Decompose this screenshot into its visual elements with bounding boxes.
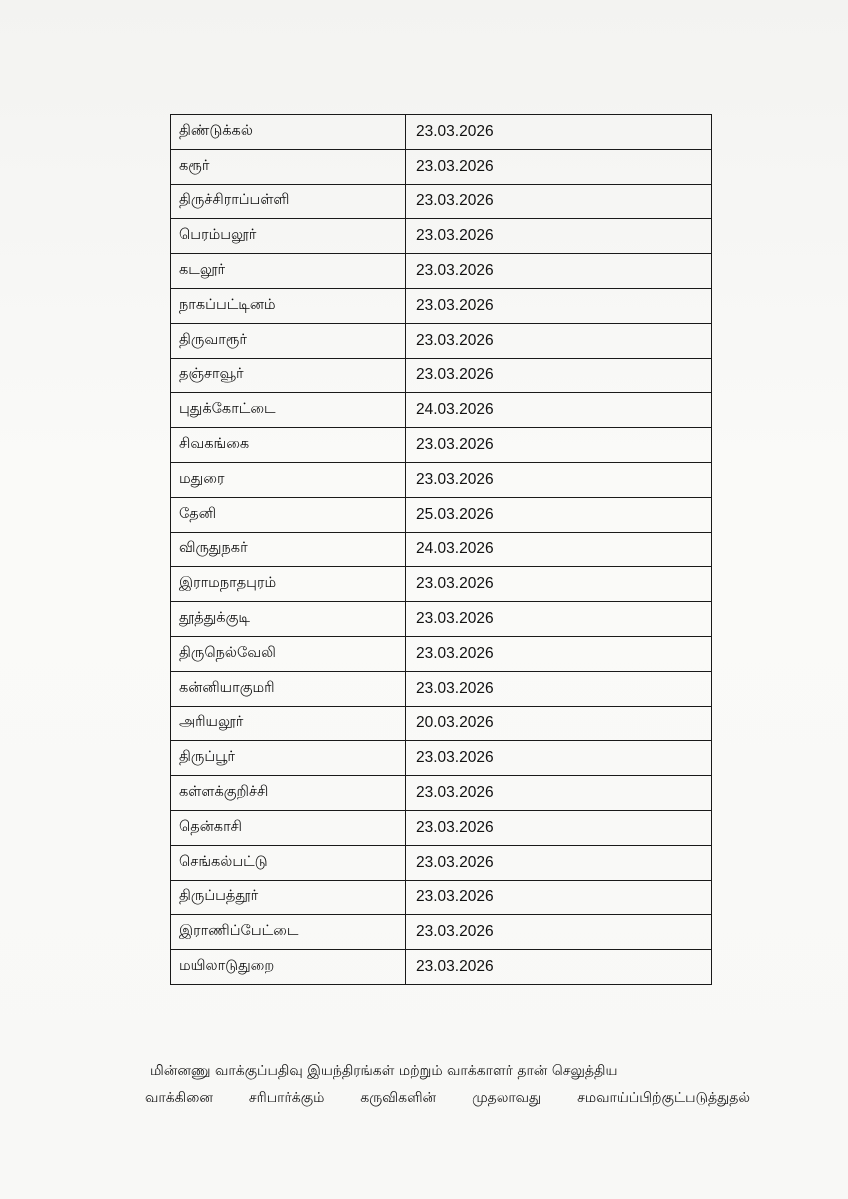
table-row	[171, 184, 712, 219]
district-cell: தூத்துக்குடி	[171, 602, 406, 637]
date-cell: 23.03.2026	[406, 428, 712, 463]
date-cell: 23.03.2026	[406, 288, 712, 323]
date-cell: 23.03.2026	[406, 567, 712, 602]
table-row	[171, 358, 712, 393]
table-row	[171, 602, 712, 637]
table-row	[171, 149, 712, 184]
table-row	[171, 428, 712, 463]
district-cell: திருநெல்வேலி	[171, 636, 406, 671]
table-row	[171, 880, 712, 915]
footer-line-1: மின்னணு வாக்குப்பதிவு இயந்திரங்கள் மற்றும் வாக்காளர் தான் செலுத்திய	[150, 1063, 618, 1079]
district-cell: பெரம்பலூர்	[171, 219, 406, 254]
table-row	[171, 462, 712, 497]
table-row	[171, 915, 712, 950]
district-cell: கன்னியாகுமரி	[171, 671, 406, 706]
table-row	[171, 532, 712, 567]
table-row	[171, 393, 712, 428]
date-cell: 25.03.2026	[406, 497, 712, 532]
district-cell: திருப்பத்தூர்	[171, 880, 406, 915]
date-cell: 24.03.2026	[406, 393, 712, 428]
date-cell: 23.03.2026	[406, 880, 712, 915]
table-row	[171, 115, 712, 150]
district-cell: இராமநாதபுரம்	[171, 567, 406, 602]
district-date-table	[170, 114, 712, 985]
date-cell: 23.03.2026	[406, 358, 712, 393]
date-cell: 23.03.2026	[406, 845, 712, 880]
table-row	[171, 810, 712, 845]
table-row	[171, 288, 712, 323]
footer-line-2: வாக்கினை சரிபார்க்கும் கருவிகளின் முதலாவது சமவாய்ப்பிற்குட்படுத்துதல்	[145, 1090, 750, 1106]
table-row	[171, 567, 712, 602]
date-cell: 23.03.2026	[406, 219, 712, 254]
district-cell: கடலூர்	[171, 254, 406, 289]
table-body	[171, 115, 712, 985]
date-cell: 23.03.2026	[406, 671, 712, 706]
footer-paragraph	[145, 1058, 750, 1112]
district-cell: திருவாரூர்	[171, 323, 406, 358]
date-cell: 23.03.2026	[406, 115, 712, 150]
district-cell: கரூர்	[171, 149, 406, 184]
date-cell: 23.03.2026	[406, 636, 712, 671]
date-cell: 23.03.2026	[406, 602, 712, 637]
district-cell: மதுரை	[171, 462, 406, 497]
table-row	[171, 323, 712, 358]
table-row	[171, 706, 712, 741]
table-row	[171, 254, 712, 289]
date-cell: 23.03.2026	[406, 776, 712, 811]
district-cell: கள்ளக்குறிச்சி	[171, 776, 406, 811]
date-cell: 20.03.2026	[406, 706, 712, 741]
district-cell: திண்டுக்கல்	[171, 115, 406, 150]
district-cell: புதுக்கோட்டை	[171, 393, 406, 428]
date-cell: 23.03.2026	[406, 810, 712, 845]
date-cell: 23.03.2026	[406, 254, 712, 289]
table-row	[171, 671, 712, 706]
district-cell: சிவகங்கை	[171, 428, 406, 463]
table-row	[171, 497, 712, 532]
district-cell: திருப்பூர்	[171, 741, 406, 776]
table-row	[171, 776, 712, 811]
date-cell: 24.03.2026	[406, 532, 712, 567]
date-cell: 23.03.2026	[406, 149, 712, 184]
district-cell: தஞ்சாவூர்	[171, 358, 406, 393]
district-cell: திருச்சிராப்பள்ளி	[171, 184, 406, 219]
table-row	[171, 845, 712, 880]
date-cell: 23.03.2026	[406, 323, 712, 358]
district-cell: தென்காசி	[171, 810, 406, 845]
date-cell: 23.03.2026	[406, 462, 712, 497]
table-row	[171, 636, 712, 671]
district-cell: இராணிப்பேட்டை	[171, 915, 406, 950]
district-cell: விருதுநகர்	[171, 532, 406, 567]
date-cell: 23.03.2026	[406, 915, 712, 950]
district-cell: நாகப்பட்டினம்	[171, 288, 406, 323]
district-cell: தேனி	[171, 497, 406, 532]
date-cell: 23.03.2026	[406, 741, 712, 776]
date-cell: 23.03.2026	[406, 950, 712, 985]
table-row	[171, 741, 712, 776]
district-cell: செங்கல்பட்டு	[171, 845, 406, 880]
district-cell: மயிலாடுதுறை	[171, 950, 406, 985]
table-row	[171, 219, 712, 254]
date-cell: 23.03.2026	[406, 184, 712, 219]
table-row	[171, 950, 712, 985]
district-cell: அரியலூர்	[171, 706, 406, 741]
